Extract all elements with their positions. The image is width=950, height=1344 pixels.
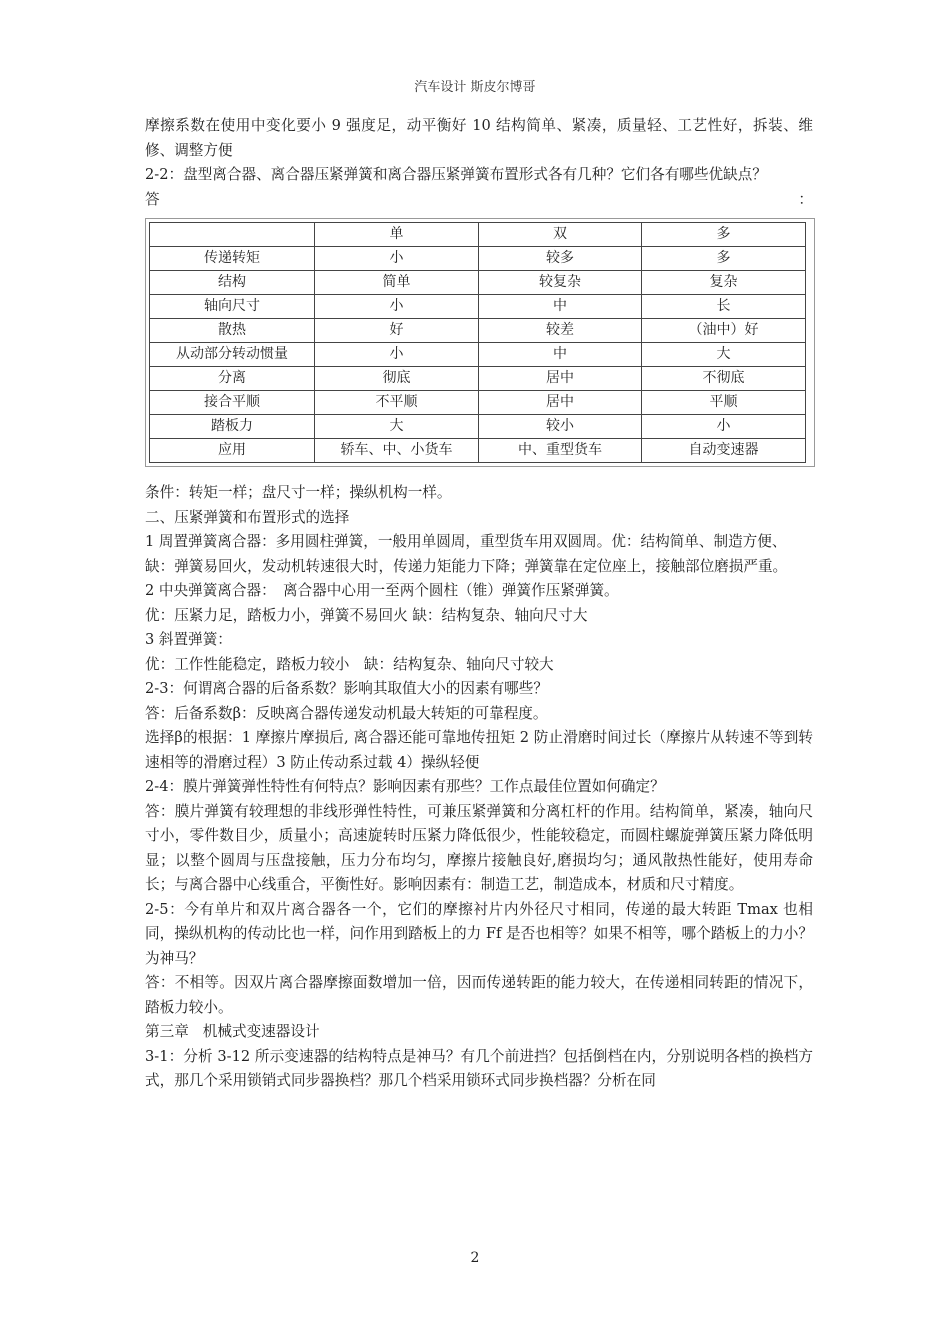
paragraph: 1 周置弹簧离合器：多用圆柱弹簧，一般用单圆周，重型货车用双圆周。优：结构简单、制造方便、 <box>145 533 787 550</box>
paragraph: 缺：弹簧易回火，发动机转速很大时，传递力矩能力下降；弹簧靠在定位座上，接触部位磨损严重。 <box>145 557 788 575</box>
table-cell: 散热 <box>150 319 315 343</box>
page-number: 2 <box>470 1250 480 1266</box>
table-cell: 从动部分转动惯量 <box>150 343 315 367</box>
table-cell: 小 <box>315 343 479 367</box>
table-cell: 中、重型货车 <box>479 439 642 463</box>
table-cell: 中 <box>479 343 642 367</box>
paragraph: 答：后备系数β：反映离合器传递发动机最大转矩的可靠程度。 <box>145 704 548 722</box>
table-cell: 大 <box>315 415 479 439</box>
table-cell: 中 <box>479 295 642 319</box>
table-cell: 小 <box>315 247 479 271</box>
table-cell: 踏板力 <box>150 415 315 439</box>
paragraph: 3 斜置弹簧： <box>145 631 232 648</box>
table-cell: 长 <box>642 295 806 319</box>
paragraph: 优：工作性能稳定，踏板力较小 缺：结构复杂、轴向尺寸较大 <box>145 655 554 673</box>
paragraph: 摩擦系数在使用中变化要小 9 强度足，动平衡好 10 结构简单、紧凑，质量轻、工艺性好，拆装、维修、调整方便 <box>145 117 813 159</box>
table-cell: 居中 <box>479 367 642 391</box>
table-cell: 大 <box>642 343 806 367</box>
table-cell: 应用 <box>150 439 315 463</box>
table-header-cell <box>150 223 315 247</box>
table-cell: 结构 <box>150 271 315 295</box>
table-cell: 居中 <box>479 391 642 415</box>
table-row <box>150 367 806 391</box>
table-row <box>150 295 806 319</box>
chapter-number: 第三章 <box>145 1023 189 1040</box>
table-row <box>150 271 806 295</box>
table-cell: 接合平顺 <box>150 391 315 415</box>
paragraph: 选择β的根据：1 摩擦片摩损后, 离合器还能可靠地传扭矩 2 防止滑磨时间过长（摩擦片从转速不等到转速相等的滑磨过程）3 防止传动系过载 4）操纵轻便 <box>145 729 813 771</box>
paragraph: 条件：转矩一样；盘尺寸一样；操纵机构一样。 <box>145 484 452 501</box>
table-header-cell: 多 <box>642 223 806 247</box>
table-cell: 好 <box>315 319 479 343</box>
table-cell: 较复杂 <box>479 271 642 295</box>
table-row <box>150 319 806 343</box>
table-cell: 不彻底 <box>642 367 806 391</box>
paragraph: 答：膜片弹簧有较理想的非线形弹性特性，可兼压紧弹簧和分离杠杆的作用。结构简单，紧凑，轴向尺寸小，零件数目少，质量小；高速旋转时压紧力降低很少，性能较稳定，而圆柱螺旋弹簧压紧力降低明显；以整个圆周与压盘接触，压力分布均匀，摩擦片接触良好,磨损均匀；通风散热性能好，使用寿命长；与离合器中心线重合，平衡性好。影响因素有：制造工艺，制造成本，材质和尺寸精度。 <box>145 802 813 893</box>
answer-label: 答 <box>145 190 160 208</box>
table-cell: 简单 <box>315 271 479 295</box>
page-content <box>145 114 813 1094</box>
table-cell: 小 <box>315 295 479 319</box>
table-cell: 较多 <box>479 247 642 271</box>
question-3-1: 3-1：分析 3-12 所示变速器的结构特点是神马？有几个前进挡？包括倒档在内，分别说明各档的换档方式，那几个采用锁销式同步器换档？那几个档采用锁环式同步换档器？分析在同 <box>145 1047 813 1089</box>
answer-line <box>145 188 813 213</box>
paragraph: 答：不相等。因双片离合器摩擦面数增加一倍，因而传递转距的能力较大，在传递相同转距的情况下，踏板力较小。 <box>145 974 813 1016</box>
table-cell: 传递转矩 <box>150 247 315 271</box>
table-cell: 小 <box>642 415 806 439</box>
table-cell: 平顺 <box>642 391 806 415</box>
answer-colon: ： <box>798 190 813 208</box>
table-row <box>150 343 806 367</box>
paragraph: 优：压紧力足，踏板力小，弹簧不易回火 缺：结构复杂、轴向尺寸大 <box>145 606 588 624</box>
table-cell: 彻底 <box>315 367 479 391</box>
table-cell: 多 <box>642 247 806 271</box>
question-2-4: 2-4：膜片弹簧弹性特性有何特点？影响因素有那些？工作点最佳位置如何确定？ <box>145 778 665 795</box>
paragraph: 2 中央弹簧离合器： 离合器中心用一至两个圆柱（锥）弹簧作压紧弹簧。 <box>145 582 619 599</box>
table-cell: 较差 <box>479 319 642 343</box>
table-row <box>150 391 806 415</box>
table-cell: 不平顺 <box>315 391 479 415</box>
question-2-5: 2-5：今有单片和双片离合器各一个，它们的摩擦衬片内外径尺寸相同，传递的最大转距 Tmax 也相同，操纵机构的传动比也一样，问作用到踏板上的力 Ff 是否也相等？如果不相等，哪个踏板上的力小？为神马？ <box>145 900 813 967</box>
table-header-cell: 单 <box>315 223 479 247</box>
table-cell: 轴向尺寸 <box>150 295 315 319</box>
table-cell: （油中）好 <box>642 319 806 343</box>
table-cell: 较小 <box>479 415 642 439</box>
page-header: 汽车设计 斯皮尔博哥 <box>414 80 536 95</box>
table-cell: 分离 <box>150 367 315 391</box>
table-row <box>150 439 806 463</box>
question-2-3: 2-3：何谓离合器的后备系数？影响其取值大小的因素有哪些？ <box>145 680 548 697</box>
question-2-2: 2-2：盘型离合器、离合器压紧弹簧和离合器压紧弹簧布置形式各有几种？它们各有哪些优缺点？ <box>145 166 767 183</box>
comparison-table-frame <box>145 218 815 467</box>
chapter-heading <box>145 1020 813 1045</box>
table-cell: 复杂 <box>642 271 806 295</box>
table-row <box>150 247 806 271</box>
table-header-cell: 双 <box>479 223 642 247</box>
table-cell: 轿车、中、小货车 <box>315 439 479 463</box>
table-row <box>150 415 806 439</box>
chapter-title: 机械式变速器设计 <box>202 1023 320 1040</box>
table-cell: 自动变速器 <box>642 439 806 463</box>
clutch-comparison-table <box>149 222 806 463</box>
section-heading: 二、压紧弹簧和布置形式的选择 <box>145 508 350 526</box>
table-header-row <box>150 223 806 247</box>
